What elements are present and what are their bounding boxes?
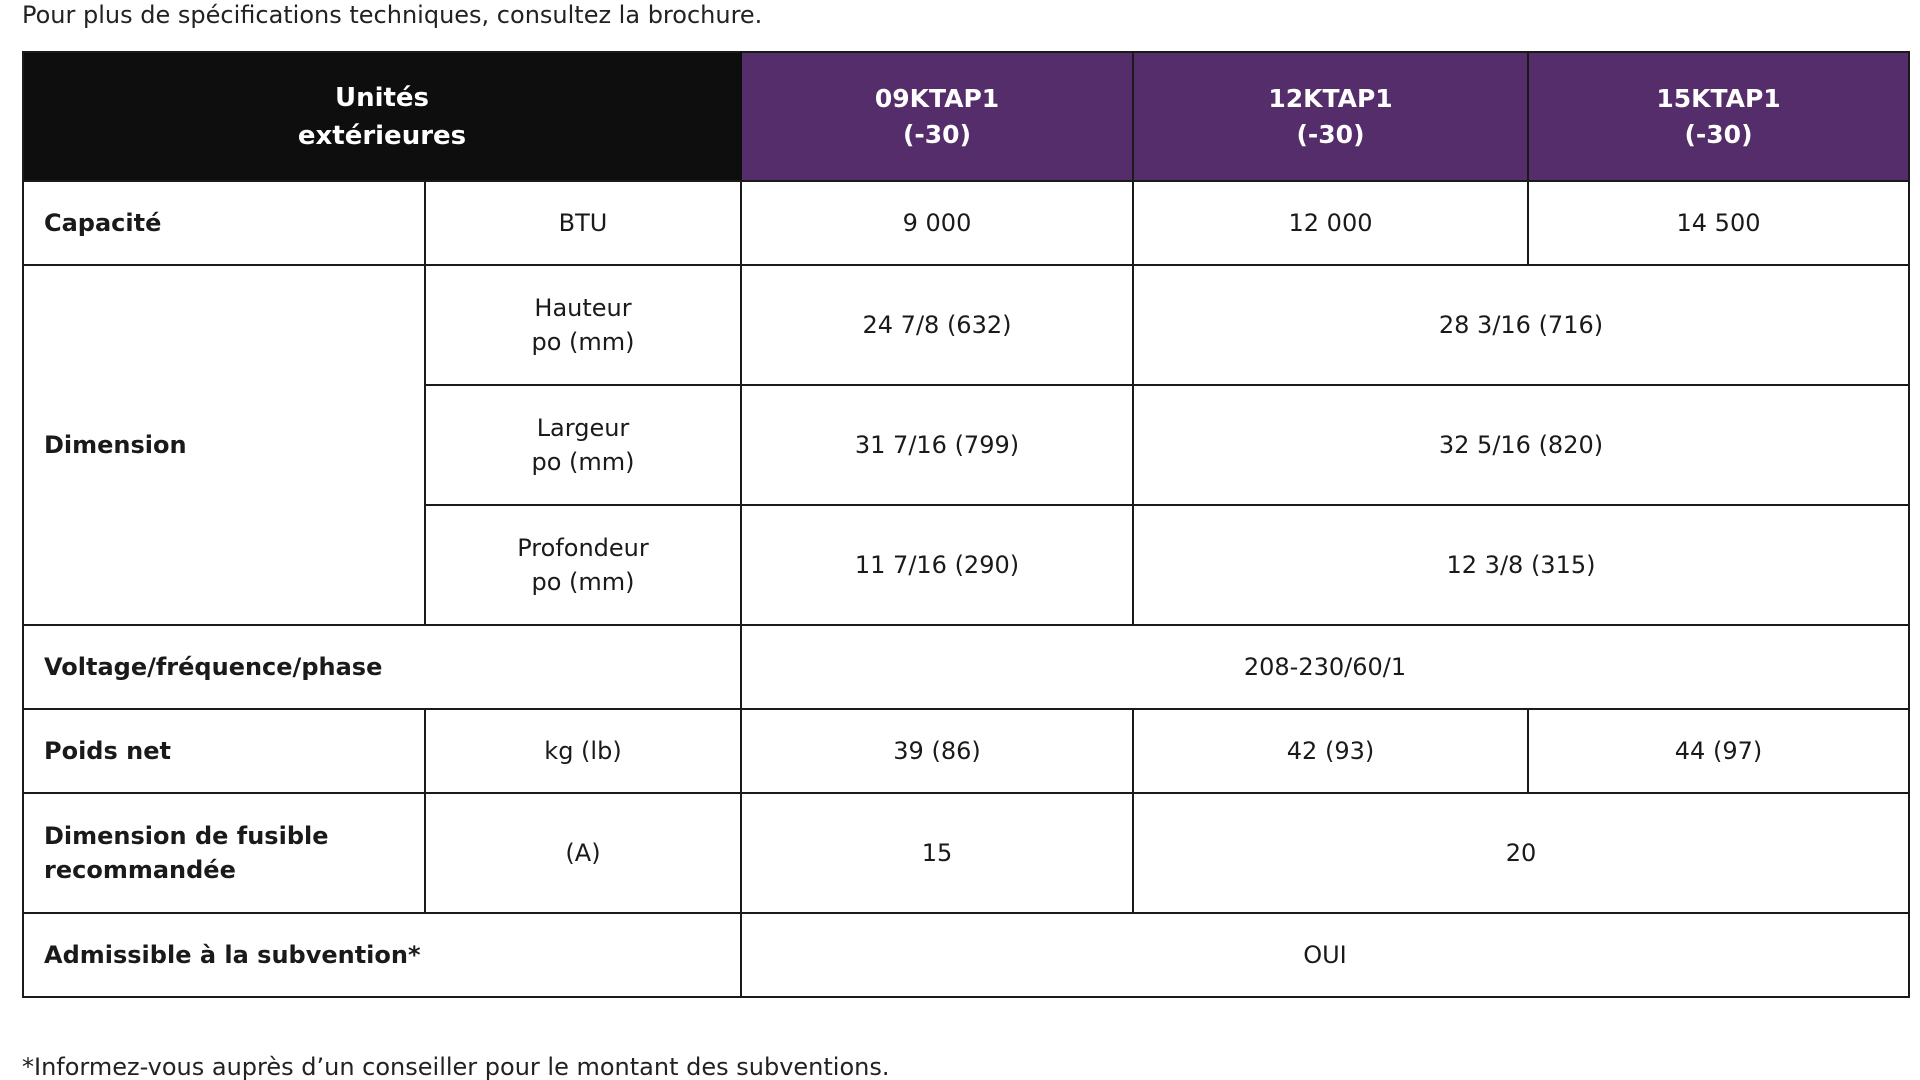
model-header-12ktap1 [1133,52,1528,181]
height-09ktap1: 24 7/8 (632) [741,265,1133,385]
unit-fuse: (A) [425,793,741,913]
width-12-15ktap1: 32 5/16 (820) [1133,385,1909,505]
weight-09ktap1: 39 (86) [741,709,1133,793]
unit-height-measure: po (mm) [531,328,635,356]
capacity-12ktap1: 12 000 [1133,181,1528,265]
unit-weight: kg (lb) [425,709,741,793]
fuse-09ktap1: 15 [741,793,1133,913]
model-header-09ktap1 [741,52,1133,181]
table-row-subsidy [23,913,1909,997]
unit-depth [425,505,741,625]
table-row-fuse [23,793,1909,913]
row-label-weight: Poids net [23,709,425,793]
footnote-text: *Informez-vous auprès d’un conseiller pour le montant des subventions. [22,1053,890,1080]
capacity-15ktap1: 14 500 [1528,181,1909,265]
table-title-line2: extérieures [297,120,467,151]
unit-width-label: Largeur [536,414,630,442]
model-name: 09KTAP1 [874,83,1000,113]
model-rating: (-30) [1684,119,1753,149]
weight-15ktap1: 44 (97) [1528,709,1909,793]
row-label-fuse-line2: recommandée [44,856,236,884]
model-name: 15KTAP1 [1656,83,1781,113]
outdoor-units-spec-table [22,51,1910,998]
row-label-voltage: Voltage/fréquence/phase [23,625,741,709]
table-header-row [23,52,1909,181]
row-label-subsidy: Admissible à la subvention* [23,913,741,997]
model-header-15ktap1 [1528,52,1909,181]
depth-09ktap1: 11 7/16 (290) [741,505,1133,625]
row-label-fuse-line1: Dimension de fusible [44,822,329,850]
table-row-height [23,265,1909,385]
table-title-line1: Unités [334,82,430,113]
unit-depth-measure: po (mm) [531,568,635,596]
table-row-weight [23,709,1909,793]
model-rating: (-30) [902,119,972,149]
width-09ktap1: 31 7/16 (799) [741,385,1133,505]
table-row-voltage [23,625,1909,709]
unit-width [425,385,741,505]
unit-width-measure: po (mm) [531,448,635,476]
row-label-capacity: Capacité [23,181,425,265]
weight-12ktap1: 42 (93) [1133,709,1528,793]
table-title-cell [23,52,741,181]
voltage-all-models: 208-230/60/1 [741,625,1909,709]
unit-depth-label: Profondeur [517,534,649,562]
fuse-12-15ktap1: 20 [1133,793,1909,913]
depth-12-15ktap1: 12 3/8 (315) [1133,505,1909,625]
capacity-09ktap1: 9 000 [741,181,1133,265]
row-label-dimension: Dimension [23,265,425,625]
row-label-fuse [23,793,425,913]
model-rating: (-30) [1296,119,1365,149]
table-row-capacity [23,181,1909,265]
unit-height [425,265,741,385]
height-12-15ktap1: 28 3/16 (716) [1133,265,1909,385]
intro-text: Pour plus de spécifications techniques, consultez la brochure. [22,1,763,29]
unit-height-label: Hauteur [534,294,632,322]
unit-capacity: BTU [425,181,741,265]
subsidy-all-models: OUI [741,913,1909,997]
model-name: 12KTAP1 [1268,83,1393,113]
